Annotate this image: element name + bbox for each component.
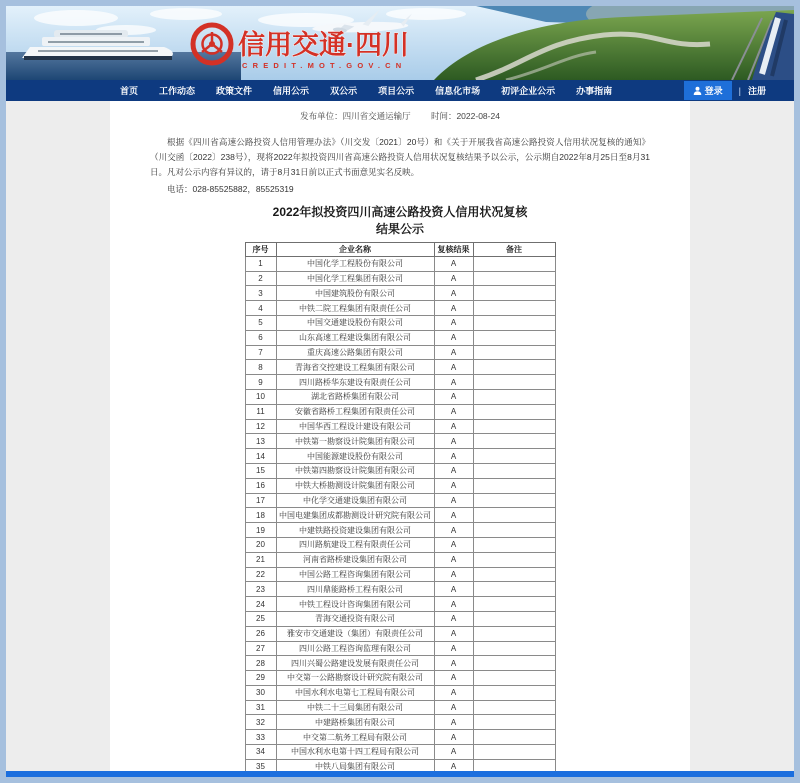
- nav-menu: [120, 84, 612, 97]
- column-header: 序号: [245, 242, 276, 256]
- table-row: 9 四川路桥华东建设有限责任公司 A: [245, 375, 555, 390]
- nav-item[interactable]: 信用公示: [273, 86, 310, 96]
- table-row: 25 青海交通投资有限公司 A: [245, 611, 555, 626]
- logo-title: 信用交通·四川: [238, 30, 409, 60]
- table-row: 3 中国建筑股份有限公司 A: [245, 286, 555, 301]
- table-row: 13 中铁第一勘察设计院集团有限公司 A: [245, 434, 555, 449]
- publish-time-label: 时间：2022-08-24: [430, 111, 500, 121]
- column-header: 复核结果: [434, 242, 473, 256]
- publisher-label: 发布单位：四川省交通运输厅: [300, 111, 411, 121]
- page-frame: [6, 6, 794, 777]
- nav-item[interactable]: 项目公示: [378, 86, 415, 96]
- main-nav: [6, 80, 794, 101]
- nav-item[interactable]: 双公示: [330, 86, 358, 96]
- nav-item[interactable]: 政策文件: [216, 86, 253, 96]
- table-row: 2 中国化学工程集团有限公司 A: [245, 271, 555, 286]
- table-row: 11 安徽省路桥工程集团有限责任公司 A: [245, 404, 555, 419]
- page-title-line1: 2022年拟投资四川高速公路投资人信用状况复核: [272, 205, 528, 219]
- nav-item[interactable]: 初评企业公示: [501, 86, 556, 96]
- footer-bar: [6, 771, 794, 777]
- phone-line: 电话：028-85525882，85525319: [167, 184, 294, 194]
- table-row: 22 中国公路工程咨询集团有限公司 A: [245, 567, 555, 582]
- article-paragraph: 根据《四川省高速公路投资人信用管理办法》（川交发〔2021〕20号）和《关于开展我省高速公路投资人信用状况复核的通知》（川交函〔2022〕238号），现将2022年拟投资四川省高速公路投资人信用状况复核结果予以公示，公示期自2022年8月25日至8月31日。凡对公示内容有异议的，请于8月31日前以正式书面意见实名反映。: [150, 137, 650, 177]
- company-table-body: [245, 256, 555, 771]
- page-title: [110, 204, 690, 239]
- table-row: 24 中铁工程设计咨询集团有限公司 A: [245, 597, 555, 612]
- table-row: 35 中铁八局集团有限公司 A: [245, 759, 555, 771]
- table-row: 17 中化学交通建设集团有限公司 A: [245, 493, 555, 508]
- company-table: [245, 242, 556, 771]
- table-row: 27 四川公路工程咨询监理有限公司 A: [245, 641, 555, 656]
- column-header: 备注: [473, 242, 555, 256]
- nav-item[interactable]: 首页: [120, 86, 139, 96]
- main-area: [6, 101, 794, 771]
- table-row: 21 河南省路桥建设集团有限公司 A: [245, 552, 555, 567]
- nav-item[interactable]: 信息化市场: [435, 86, 481, 96]
- table-row: 33 中交第二航务工程局有限公司 A: [245, 730, 555, 745]
- table-row: 29 中交第一公路勘察设计研究院有限公司 A: [245, 671, 555, 686]
- column-header: 企业名称: [276, 242, 434, 256]
- site-banner: [6, 6, 794, 80]
- content-panel: [110, 101, 690, 771]
- table-row: 4 中铁二院工程集团有限责任公司 A: [245, 301, 555, 316]
- nav-right: [684, 81, 766, 100]
- login-label: 登录: [704, 86, 723, 96]
- table-row: 20 四川路航建设工程有限责任公司 A: [245, 537, 555, 552]
- table-row: 15 中铁第四勘察设计院集团有限公司 A: [245, 463, 555, 478]
- table-row: 12 中国华西工程设计建设有限公司 A: [245, 419, 555, 434]
- table-row: 28 四川兴蜀公路建设发展有限责任公司 A: [245, 656, 555, 671]
- banner-photo: [6, 6, 794, 80]
- table-row: 8 青海省交控建设工程集团有限公司 A: [245, 360, 555, 375]
- table-row: 1 中国化学工程股份有限公司 A: [245, 256, 555, 271]
- table-row: 7 重庆高速公路集团有限公司 A: [245, 345, 555, 360]
- user-icon: [693, 86, 702, 95]
- table-row: 32 中建路桥集团有限公司 A: [245, 715, 555, 730]
- table-row: 30 中国水利水电第七工程局有限公司 A: [245, 685, 555, 700]
- table-row: 10 湖北省路桥集团有限公司 A: [245, 389, 555, 404]
- table-row: 34 中国水利水电第十四工程局有限公司 A: [245, 745, 555, 760]
- table-row: 16 中铁大桥勘测设计院集团有限公司 A: [245, 478, 555, 493]
- table-row: 6 山东高速工程建设集团有限公司 A: [245, 330, 555, 345]
- login-button[interactable]: [684, 81, 732, 100]
- nav-divider: |: [738, 85, 741, 96]
- table-row: 23 四川鼎能路桥工程有限公司 A: [245, 582, 555, 597]
- table-row: 5 中国交通建设股份有限公司 A: [245, 315, 555, 330]
- register-button[interactable]: 注册: [747, 86, 766, 96]
- page-title-line2: 结果公示: [375, 222, 424, 237]
- table-header-row: [245, 242, 555, 256]
- nav-item[interactable]: 工作动态: [159, 86, 196, 96]
- table-row: 14 中国能源建设股份有限公司 A: [245, 449, 555, 464]
- table-row: 19 中建铁路投资建设集团有限公司 A: [245, 523, 555, 538]
- table-row: 31 中铁二十三局集团有限公司 A: [245, 700, 555, 715]
- nav-item[interactable]: 办事指南: [576, 86, 613, 96]
- table-row: 26 雅安市交通建设（集团）有限责任公司 A: [245, 626, 555, 641]
- table-row: 18 中国电建集团成都勘测设计研究院有限公司 A: [245, 508, 555, 523]
- article-meta: [110, 101, 690, 122]
- logo-subtitle: CREDIT.MOT.GOV.CN: [242, 61, 407, 70]
